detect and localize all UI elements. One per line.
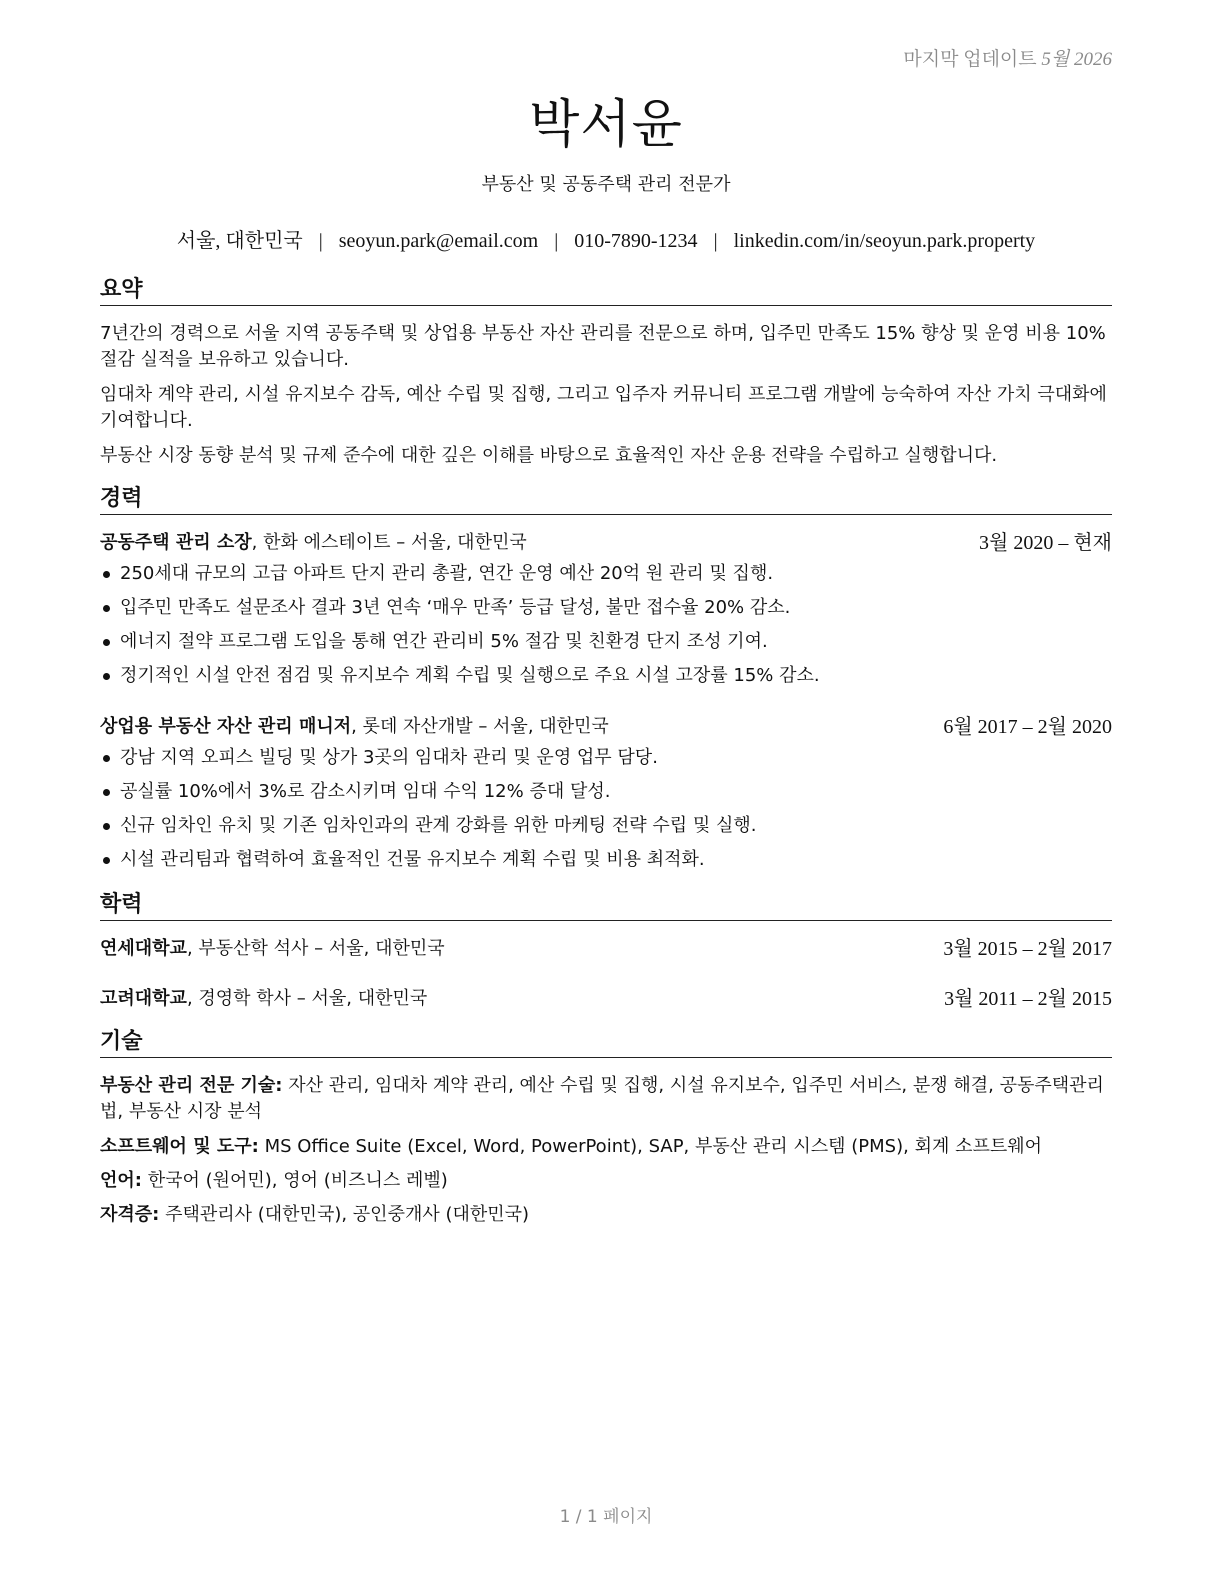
skill-label: 언어: bbox=[100, 1170, 142, 1191]
list-item: 신규 임차인 유치 및 기존 임차인과의 관계 강화를 위한 마케팅 전략 수립 및 실행. bbox=[100, 813, 1112, 847]
skill-value: MS Office Suite (Excel, Word, PowerPoint), SAP, 부동산 관리 시스템 (PMS), 회계 소프트웨어 bbox=[258, 1136, 1043, 1157]
list-item: 입주민 만족도 설문조사 결과 3년 연속 ‘매우 만족’ 등급 달성, 불만 접수율 20% 감소. bbox=[100, 595, 1112, 629]
contact-separator: | bbox=[318, 230, 323, 252]
skill-line bbox=[100, 1134, 1112, 1160]
list-item: 강남 지역 오피스 빌딩 및 상가 3곳의 임대차 관리 및 운영 업무 담당. bbox=[100, 745, 1112, 779]
list-item: 공실률 10%에서 3%로 감소시키며 임대 수익 12% 증대 달성. bbox=[100, 779, 1112, 813]
education-dates: 3월 2015 – 2월 2017 bbox=[943, 938, 1112, 960]
summary-paragraph: 7년간의 경력으로 서울 지역 공동주택 및 상업용 부동산 자산 관리를 전문으로 하며, 입주민 만족도 15% 향상 및 운영 비용 10% 절감 실적을 보유하고 있습니다. bbox=[100, 323, 1106, 370]
education-item bbox=[100, 986, 1112, 1012]
skill-value: 자산 관리, 임대차 계약 관리, 예산 수립 및 집행, 시설 유지보수, 입주민 서비스, 분쟁 해결, 공동주택관리법, 부동산 시장 분석 bbox=[100, 1075, 1104, 1122]
summary-paragraph: 부동산 시장 동향 분석 및 규제 준수에 대한 깊은 이해를 바탕으로 효율적인 자산 운용 전략을 수립하고 실행합니다. bbox=[100, 445, 998, 466]
experience-heading: 경력 bbox=[100, 486, 1112, 515]
list-item: 250세대 규모의 고급 아파트 단지 관리 총괄, 연간 운영 예산 20억 원 관리 및 집행. bbox=[100, 561, 1112, 595]
job-header bbox=[100, 714, 1112, 740]
skill-line bbox=[100, 1168, 1112, 1194]
job-bullets bbox=[100, 745, 1112, 881]
job-header bbox=[100, 530, 1112, 556]
list-item: 정기적인 시설 안전 점검 및 유지보수 계획 수립 및 실행으로 주요 시설 고장률 15% 감소. bbox=[100, 663, 1112, 697]
education-school: 고려대학교 bbox=[100, 988, 187, 1009]
contact-separator: | bbox=[713, 230, 718, 252]
contact-email[interactable]: seoyun.park@email.com bbox=[338, 230, 539, 252]
job-dates: 3월 2020 – 현재 bbox=[979, 532, 1112, 554]
skills-heading: 기술 bbox=[100, 1029, 1112, 1058]
skill-label: 부동산 관리 전문 기술: bbox=[100, 1075, 283, 1096]
skill-value: 한국어 (원어민), 영어 (비즈니스 레벨) bbox=[141, 1170, 448, 1191]
contact-location: 서울, 대한민국 bbox=[176, 230, 303, 252]
job-role: 상업용 부동산 자산 관리 매니저 bbox=[100, 716, 352, 737]
contact-line bbox=[100, 224, 1112, 253]
education-school: 연세대학교 bbox=[100, 938, 187, 959]
job-role: 공동주택 관리 소장 bbox=[100, 532, 252, 553]
last-updated-date: 5월 2026 bbox=[1041, 49, 1112, 70]
education-detail: , 부동산학 석사 – 서울, 대한민국 bbox=[186, 938, 445, 959]
candidate-title: 부동산 및 공동주택 관리 전문가 bbox=[481, 174, 731, 195]
education-heading: 학력 bbox=[100, 892, 1112, 921]
job-company: , 한화 에스테이트 – 서울, 대한민국 bbox=[251, 532, 527, 553]
list-item: 시설 관리팀과 협력하여 효율적인 건물 유지보수 계획 수립 및 비용 최적화. bbox=[100, 847, 1112, 881]
list-item: 에너지 절약 프로그램 도입을 통해 연간 관리비 5% 절감 및 친환경 단지 조성 기여. bbox=[100, 629, 1112, 663]
education-detail: , 경영학 학사 – 서울, 대한민국 bbox=[186, 988, 428, 1009]
skill-line bbox=[100, 1073, 1112, 1125]
skill-label: 소프트웨어 및 도구: bbox=[100, 1136, 259, 1157]
education-item bbox=[100, 936, 1112, 962]
summary-paragraph: 임대차 계약 관리, 시설 유지보수 감독, 예산 수립 및 집행, 그리고 입주자 커뮤니티 프로그램 개발에 능숙하여 자산 가치 극대화에 기여합니다. bbox=[100, 384, 1107, 431]
job-company: , 롯데 자산개발 – 서울, 대한민국 bbox=[351, 716, 609, 737]
skill-label: 자격증: bbox=[100, 1204, 160, 1225]
resume-page bbox=[100, 0, 1112, 1584]
contact-linkedin[interactable]: linkedin.com/in/seoyun.park.property bbox=[733, 230, 1036, 252]
summary-heading: 요약 bbox=[100, 277, 1112, 306]
skill-line bbox=[100, 1202, 1112, 1228]
candidate-name: 박서윤 bbox=[529, 95, 683, 155]
education-dates: 3월 2011 – 2월 2015 bbox=[944, 988, 1112, 1010]
last-updated bbox=[903, 44, 1112, 71]
job-dates: 6월 2017 – 2월 2020 bbox=[943, 716, 1112, 738]
contact-separator: | bbox=[554, 230, 559, 252]
job-bullets bbox=[100, 561, 1112, 697]
last-updated-label: 마지막 업데이트 bbox=[903, 49, 1042, 70]
skill-value: 주택관리사 (대한민국), 공인중개사 (대한민국) bbox=[159, 1204, 530, 1225]
page-number: 1 / 1 페이지 bbox=[559, 1507, 653, 1527]
contact-phone[interactable]: 010-7890-1234 bbox=[574, 230, 698, 252]
